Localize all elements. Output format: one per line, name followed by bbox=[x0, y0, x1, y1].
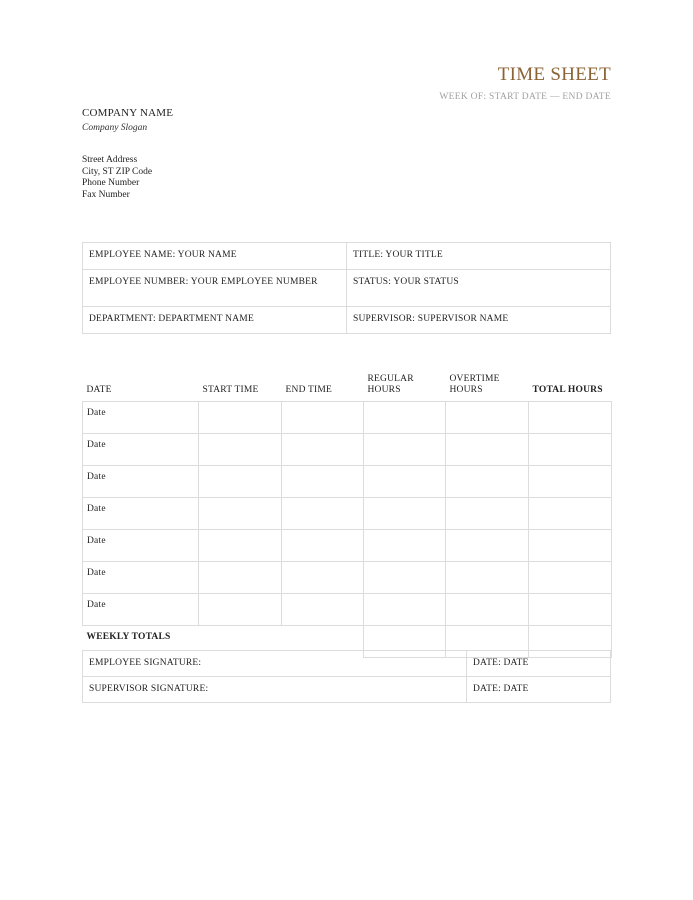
overtime-hours-cell[interactable] bbox=[446, 498, 529, 530]
total-hours-cell[interactable] bbox=[529, 594, 612, 626]
total-hours-cell[interactable] bbox=[529, 498, 612, 530]
column-header-start-time: START TIME bbox=[202, 385, 259, 395]
table-row bbox=[83, 434, 612, 466]
date-cell[interactable]: Date bbox=[83, 434, 199, 466]
employee-info-table bbox=[82, 242, 611, 334]
total-hours-cell[interactable] bbox=[529, 434, 612, 466]
date-cell[interactable]: Date bbox=[83, 498, 199, 530]
phone-number: Phone Number bbox=[82, 178, 140, 188]
start-time-cell[interactable] bbox=[199, 530, 282, 562]
overtime-hours-cell[interactable] bbox=[446, 530, 529, 562]
regular-hours-cell[interactable] bbox=[364, 402, 446, 434]
address-block bbox=[82, 155, 152, 201]
supervisor-signature-row bbox=[83, 677, 611, 703]
status-field[interactable]: STATUS: YOUR STATUS bbox=[347, 270, 611, 307]
fax-number: Fax Number bbox=[82, 189, 130, 200]
employee-signature-row bbox=[83, 651, 611, 677]
total-hours-cell[interactable] bbox=[529, 402, 612, 434]
department-field[interactable]: DEPARTMENT: DEPARTMENT NAME bbox=[83, 307, 347, 334]
overtime-hours-cell[interactable] bbox=[446, 594, 529, 626]
start-time-cell[interactable] bbox=[199, 498, 282, 530]
date-cell[interactable]: Date bbox=[83, 562, 199, 594]
document-title: TIME SHEET bbox=[497, 64, 611, 85]
street-address: Street Address bbox=[82, 155, 138, 165]
regular-hours-cell[interactable] bbox=[364, 466, 446, 498]
total-hours-cell[interactable] bbox=[529, 466, 612, 498]
supervisor-field[interactable]: SUPERVISOR: SUPERVISOR NAME bbox=[347, 307, 611, 334]
date-cell[interactable]: Date bbox=[83, 466, 199, 498]
start-time-cell[interactable] bbox=[199, 562, 282, 594]
regular-hours-cell[interactable] bbox=[364, 434, 446, 466]
regular-hours-cell[interactable] bbox=[364, 594, 446, 626]
date-cell[interactable]: Date bbox=[83, 594, 199, 626]
column-header-regular-hours: REGULAR HOURS bbox=[367, 374, 414, 395]
regular-hours-cell[interactable] bbox=[364, 530, 446, 562]
table-row bbox=[83, 402, 612, 434]
week-of-line: WEEK OF: START DATE — END DATE bbox=[439, 92, 611, 102]
column-header-overtime-hours: OVERTIME HOURS bbox=[449, 374, 500, 395]
date-cell[interactable]: Date bbox=[83, 530, 199, 562]
overtime-hours-cell[interactable] bbox=[446, 466, 529, 498]
start-time-cell[interactable] bbox=[199, 434, 282, 466]
employee-name-field[interactable]: EMPLOYEE NAME: YOUR NAME bbox=[83, 243, 347, 270]
timesheet-header-row bbox=[83, 366, 612, 402]
signature-table bbox=[82, 650, 611, 703]
end-time-cell[interactable] bbox=[282, 562, 364, 594]
supervisor-signature-field[interactable]: SUPERVISOR SIGNATURE: bbox=[83, 677, 467, 703]
column-header-end-time: END TIME bbox=[285, 385, 333, 395]
column-header-total-hours: TOTAL HOURS bbox=[532, 385, 603, 395]
total-hours-cell[interactable] bbox=[529, 530, 612, 562]
regular-hours-cell[interactable] bbox=[364, 562, 446, 594]
table-row bbox=[83, 498, 612, 530]
weekly-totals-label: WEEKLY TOTALS bbox=[86, 632, 171, 642]
start-time-cell[interactable] bbox=[199, 402, 282, 434]
city-state-zip: City, ST ZIP Code bbox=[82, 166, 153, 177]
start-time-cell[interactable] bbox=[199, 594, 282, 626]
date-cell[interactable]: Date bbox=[83, 402, 199, 434]
employee-signature-date-field[interactable]: DATE: DATE bbox=[467, 651, 611, 677]
company-block bbox=[82, 107, 173, 133]
timesheet-table bbox=[82, 366, 612, 658]
overtime-hours-cell[interactable] bbox=[446, 434, 529, 466]
end-time-cell[interactable] bbox=[282, 530, 364, 562]
table-row bbox=[83, 594, 612, 626]
info-row bbox=[83, 243, 611, 270]
regular-hours-cell[interactable] bbox=[364, 498, 446, 530]
overtime-hours-cell[interactable] bbox=[446, 402, 529, 434]
title-field[interactable]: TITLE: YOUR TITLE bbox=[347, 243, 611, 270]
column-header-date: DATE bbox=[86, 385, 112, 395]
info-row bbox=[83, 270, 611, 307]
end-time-cell[interactable] bbox=[282, 434, 364, 466]
end-time-cell[interactable] bbox=[282, 594, 364, 626]
end-time-cell[interactable] bbox=[282, 402, 364, 434]
table-row bbox=[83, 466, 612, 498]
table-row bbox=[83, 530, 612, 562]
end-time-cell[interactable] bbox=[282, 498, 364, 530]
overtime-hours-cell[interactable] bbox=[446, 562, 529, 594]
info-row bbox=[83, 307, 611, 334]
supervisor-signature-date-field[interactable]: DATE: DATE bbox=[467, 677, 611, 703]
company-slogan: Company Slogan bbox=[82, 123, 148, 133]
start-time-cell[interactable] bbox=[199, 466, 282, 498]
table-row bbox=[83, 562, 612, 594]
company-name: COMPANY NAME bbox=[82, 107, 174, 119]
total-hours-cell[interactable] bbox=[529, 562, 612, 594]
employee-number-field[interactable]: EMPLOYEE NUMBER: YOUR EMPLOYEE NUMBER bbox=[83, 270, 347, 307]
employee-signature-field[interactable]: EMPLOYEE SIGNATURE: bbox=[83, 651, 467, 677]
end-time-cell[interactable] bbox=[282, 466, 364, 498]
